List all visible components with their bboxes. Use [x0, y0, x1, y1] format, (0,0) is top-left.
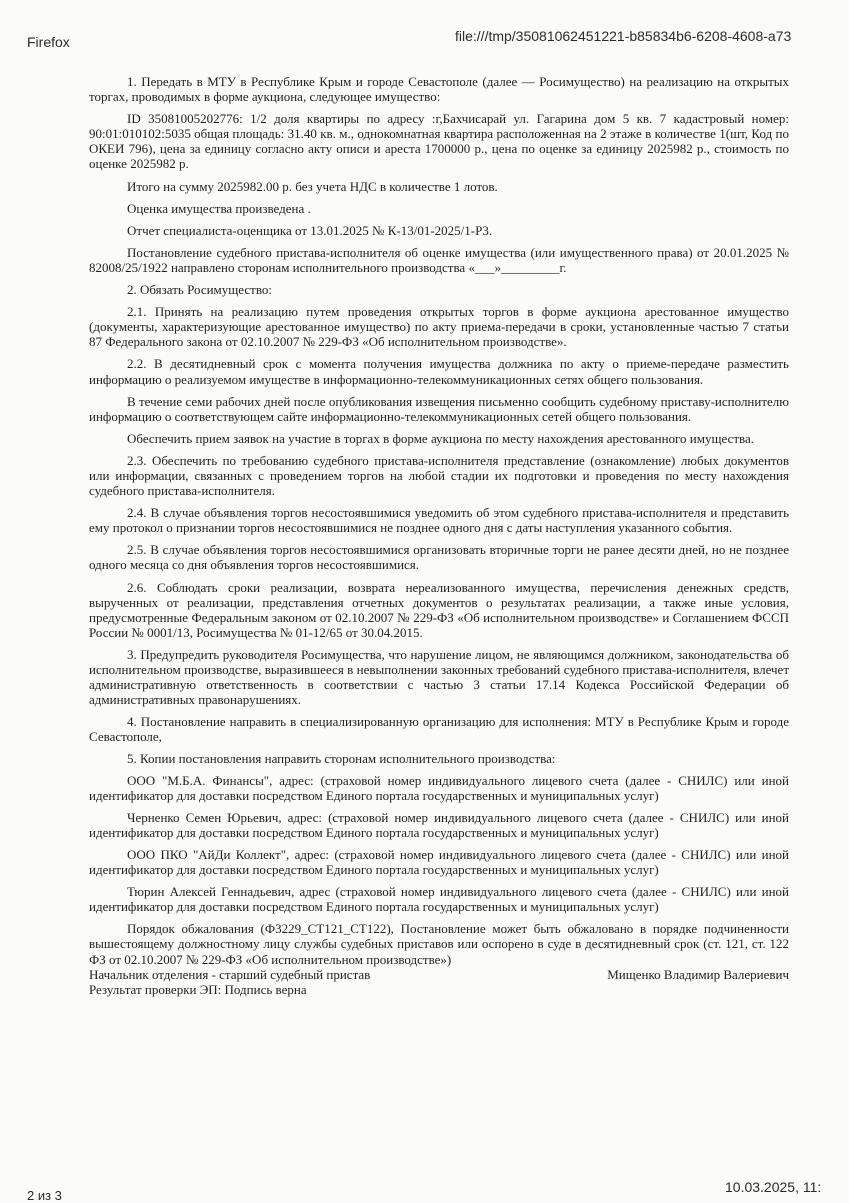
- paragraph-2: 2. Обязать Росимущество:: [127, 282, 272, 298]
- property-description: ID 35081005202776: 1/2 доля квартиры по адресу :г,Бахчисарай ул. Гагарина дом 5 кв. 7 кадастровый номер: 90:01:010102:5035 общая площадь: 31.40 кв. м., однокомнатная квартира расположенная на 2 этаже в количестве 1(шт, Код по ОКЕИ 796), цена за единицу согласно акту описи и ареста 1700000 р., цена по оценке за единицу 2025982 р., стоимость по оценке 2025982 р.: [89, 111, 789, 172]
- paragraph-1: 1. Передать в МТУ в Республике Крым и городе Севастополе (далее — Росимущество) на реализацию на открытых торгах, проводимых в форме аукциона, следующее имущество:: [89, 74, 789, 105]
- paragraph-3: 3. Предупредить руководителя Росимущества, что нарушение лицом, не являющимся должником, законодательства об исполнительном производстве, выразившееся в невыполнении законных требований судебного пристава-исполнителя, влечет административную ответственность в соответствии с частью 3 статьи 17.14 Кодекса Российской Федерации об административных правонарушениях.: [89, 646, 789, 708]
- paragraph-2-6: 2.6. Соблюдать сроки реализации, возврата нереализованного имущества, перечисления денежных средств, вырученных от реализации, представления отчетных документов о результатах реализации, а также иные условия, предусмотренные Федеральным законом от 02.10.2007 № 229-ФЗ «Об исполнительном производстве» и Соглашением ФССП России № 0001/13, Росимущества № 01-12/65 от 30.04.2015.: [89, 579, 789, 640]
- recipient-1: ООО "М.Б.А. Финансы", адрес: (страховой номер индивидуального лицевого счета (далее - СНИЛС) или иной идентификатор для доставки посредством Единого портала государственных и муниципальных услуг): [89, 772, 789, 803]
- print-datetime: 10.03.2025, 11:: [725, 1179, 822, 1195]
- paragraph-2-2: 2.2. В десятидневный срок с момента получения имущества должника по акту о приеме-передаче разместить информацию о реализуемом имуществе в информационно-телекоммуникационных сетях общего пользования.: [89, 356, 789, 387]
- paragraph-applications: Обеспечить прием заявок на участие в торгах в форме аукциона по месту нахождения арестованного имущества.: [127, 430, 755, 446]
- paragraph-2-1: 2.1. Принять на реализацию путем проведения открытых торгов в форме аукциона арестованное имущество (документы, характеризующие арестованное имущество) по акту приема-передачи в сроки, установленные частью 7 статьи 87 Федерального закона от 02.10.2007 № 229-ФЗ «Об исполнительном производстве».: [89, 304, 789, 350]
- paragraph-2-5: 2.5. В случае объявления торгов несостоявшимися организовать вторичные торги не ранее десяти дней, но не позднее одного месяца со дня объявления торгов несостоявшимися.: [89, 542, 789, 573]
- recipient-3: ООО ПКО "АйДи Коллект", адрес: (страховой номер индивидуального лицевого счета (далее - СНИЛС) или иной идентификатор для доставки посредством Единого портала государственных и муниципальных услуг): [89, 846, 789, 878]
- signer-title: Начальник отделения - старший судебный пристав: [89, 966, 371, 982]
- paragraph-notify: В течение семи рабочих дней после опубликования извещения письменно сообщить судебному приставу-исполнителю информацию о соответствующем сайте информационно-телекоммуникационных сетей общего пользования.: [89, 393, 789, 424]
- signature-check: Результат проверки ЭП: Подпись верна: [89, 981, 307, 997]
- appraiser-report: Отчет специалиста-оценщика от 13.01.2025 № К-13/01-2025/1-Р3.: [127, 222, 493, 238]
- paragraph-4: 4. Постановление направить в специализированную организацию для исполнения: МТУ в Республике Крым и городе Севастополе,: [89, 714, 789, 745]
- recipient-2: Черненко Семен Юрьевич, адрес: (страховой номер индивидуального лицевого счета (далее - СНИЛС) или иной идентификатор для доставки посредством Единого портала государственных и муниципальных услуг): [89, 809, 789, 840]
- document-body: [89, 74, 789, 997]
- paragraph-2-4: 2.4. В случае объявления торгов несостоявшимися уведомить об этом судебного пристава-исполнителя и представить ему протокол о признании торгов несостоявшимися не позднее одного дня с даты наступления указанного события.: [89, 505, 789, 536]
- browser-label: Firefox: [27, 34, 70, 50]
- valuation-decree: Постановление судебного пристава-исполнителя об оценке имущества (или имущественного права) от 20.01.2025 № 82008/25/1922 направлено сторонам исполнительного производства «___»_________г.: [89, 244, 789, 275]
- recipient-4: Тюрин Алексей Геннадьевич, адрес (страховой номер индивидуального лицевого счета (далее - СНИЛС) или иной идентификатор для доставки посредством Единого портала государственных и муниципальных услуг): [89, 884, 789, 915]
- signature-line: [89, 967, 789, 982]
- valuation-note: Оценка имущества произведена .: [127, 200, 311, 216]
- paragraph-5: 5. Копии постановления направить сторонам исполнительного производства:: [127, 751, 556, 767]
- signer-name: Мищенко Владимир Валериевич: [607, 966, 789, 982]
- appeal-procedure: Порядок обжалования (Ф3229_СТ121_СТ122), Постановление может быть обжаловано в порядке подчиненности вышестоящему должностному лицу службы судебных приставов или оспорено в суде в десятидневный срок (ст. 121, ст. 122 ФЗ от 02.10.2007 № 229-ФЗ «Об исполнительном производстве»): [89, 921, 789, 967]
- page-counter: 2 из 3: [27, 1188, 62, 1203]
- total-sum: Итого на сумму 2025982.00 р. без учета НДС в количестве 1 лотов.: [127, 178, 498, 194]
- paragraph-2-3: 2.3. Обеспечить по требованию судебного пристава-исполнителя представление (ознакомление) любых документов или информации, связанных с проведением торгов на любой стадии их подготовки и проведения по месту нахождения судебного пристава-исполнителя.: [89, 452, 789, 499]
- page-url: file:///tmp/35081062451221-b85834b6-6208-4608-a73: [455, 28, 792, 44]
